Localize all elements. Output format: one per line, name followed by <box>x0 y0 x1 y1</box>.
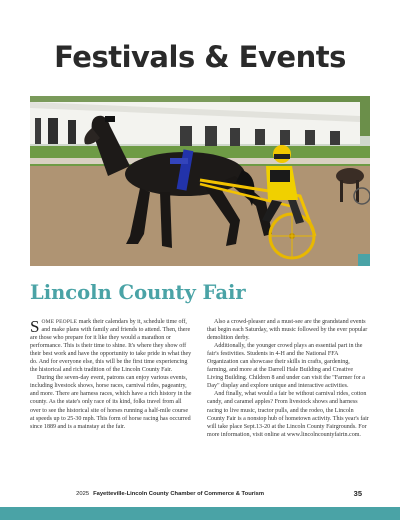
footer-organization: Fayetteville-Lincoln County Chamber of Commerce & Tourism <box>93 491 264 497</box>
paragraph-text: mark their calendars by it, schedule time off, and make plans with family and friends to attend. Then, there are those who prepare for it like they would a marathon or performance. This is their time to shine. It's where they show off their best work and have the opportunity to take pride in what they do. And for everyone else, this will be the first time experiencing the historical and rich tradition of the Lincoln County Fair. <box>30 319 192 374</box>
drop-cap: S <box>30 317 40 336</box>
article-paragraph: Additionally, the younger crowd plays an essential part in the fair's festivities. Students in 4-H and the National FFA Organization can showcase their skills in crafts, gardening, farming, and more at the Darrell Hale Building and Creative Living Building. Children 8 and under can visit the "Farmer for a Day" display and explore unique and interactive activities. <box>207 343 365 390</box>
page-footer <box>0 489 400 503</box>
article-paragraph: During the seven-day event, patrons can enjoy various events, including livestock shows, horse races, carnival rides, pageantry, and more. There are harness races, which have a rich history in the county. As the state's only race of its kind, folks travel from all over to see the historical site of horses running a half-mile course at speeds up to 25-30 mph. This form of horse racing has occurred since 1889 and is a mainstay at the fair. <box>30 375 192 430</box>
photo-accent-square <box>358 254 370 266</box>
page-number: 35 <box>353 489 362 498</box>
article-paragraph <box>30 318 193 374</box>
article-column-left <box>30 318 193 439</box>
footer-accent-bar <box>0 507 400 520</box>
article-column-right <box>207 318 370 439</box>
footer-year: 2025 <box>76 491 90 497</box>
footer-credit <box>76 491 264 497</box>
article-body <box>30 318 370 439</box>
article-paragraph: Also a crowd-pleaser and a must-see are the grandstand events that begin each Saturday, with music followed by the ever popular demolition derby. <box>207 319 368 342</box>
harness-racing-photo <box>30 96 370 266</box>
article-paragraph: And finally, what would a fair be without carnival rides, cotton candy, and caramel apples? From livestock shows and harness racing to live music, tractor pulls, and the rodeo, the Lincoln County Fair is a nonstop hub of hometown activity. This year's fair will take place Sept.13-20 at the Lincoln County Fairgrounds. For more information, visit online at www.lincolncountyfairtn.com. <box>207 391 369 438</box>
section-heading: Lincoln County Fair <box>30 281 246 304</box>
page-title: Festivals & Events <box>54 40 346 74</box>
lead-in: OME PEOPLE <box>41 319 78 325</box>
